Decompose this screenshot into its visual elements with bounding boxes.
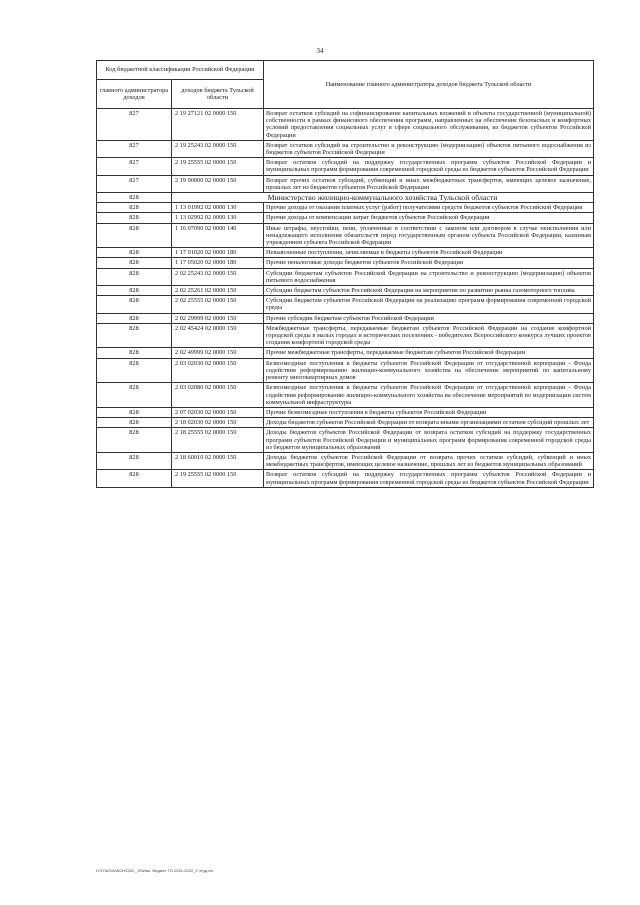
revenue-name-cell: Субсидии бюджетам субъектов Российской Федерации на реализацию программ формирования современной городской среды bbox=[264, 296, 594, 313]
admin-code-cell: 828 bbox=[97, 286, 172, 296]
table-row bbox=[97, 158, 594, 175]
table-row bbox=[97, 213, 594, 223]
revenue-name-cell: Прочие безвозмездные поступления в бюджеты субъектов Российской Федерации bbox=[264, 407, 594, 417]
revenue-code-cell: 2 19 25243 02 0000 150 bbox=[172, 140, 264, 157]
revenue-code-cell: 2 03 02080 02 0000 150 bbox=[172, 383, 264, 408]
admin-code-cell: 828 bbox=[97, 418, 172, 428]
table-row bbox=[97, 268, 594, 285]
table-row bbox=[97, 203, 594, 213]
admin-code-cell: 828 bbox=[97, 358, 172, 383]
admin-code-cell: 828 bbox=[97, 452, 172, 469]
revenue-name-cell: Субсидии бюджетам субъектов Российской Федерации на мероприятия по развитию рынка газомоторного топлива bbox=[264, 286, 594, 296]
revenue-name-cell: Прочие субсидии бюджетам субъектов Российской Федерации bbox=[264, 313, 594, 323]
admin-code-cell: 827 bbox=[97, 140, 172, 157]
admin-code-cell: 828 bbox=[97, 258, 172, 268]
table-body bbox=[97, 109, 594, 488]
revenue-code-cell: 1 13 02992 02 0000 130 bbox=[172, 213, 264, 223]
revenue-name-cell: Прочие доходы от оказания платных услуг (работ) получателями средств бюджетов субъектов Российской Федерации bbox=[264, 203, 594, 213]
admin-code-cell: 827 bbox=[97, 175, 172, 192]
admin-code-cell: 828 bbox=[97, 348, 172, 358]
admin-code-cell: 828 bbox=[97, 470, 172, 487]
revenue-code-cell: 2 02 45424 02 0000 150 bbox=[172, 323, 264, 348]
revenue-name-cell: Субсидии бюджетам субъектов Российской Федерации на строительство и реконструкцию (модернизацию) объектов питьевого водоснабжения bbox=[264, 268, 594, 285]
revenue-code-cell: 2 02 49999 02 0000 150 bbox=[172, 348, 264, 358]
revenue-code-cell: 2 18 02030 02 0000 150 bbox=[172, 418, 264, 428]
revenue-code-cell: 1 13 01992 02 0000 130 bbox=[172, 203, 264, 213]
table-row bbox=[97, 452, 594, 469]
revenue-code-cell: 2 19 25555 02 0000 150 bbox=[172, 470, 264, 487]
admin-code-cell: 828 bbox=[97, 223, 172, 248]
revenue-name-cell: Прочие межбюджетные трансферты, передаваемые бюджетам субъектов Российской Федерации bbox=[264, 348, 594, 358]
admin-code-cell: 828 bbox=[97, 428, 172, 453]
revenue-name-cell: Возврат остатков субсидий на строительство и реконструкцию (модернизацию) объектов питьевого водоснабжения из бюджетов субъектов Российской Федерации bbox=[264, 140, 594, 157]
admin-code-cell: 828 bbox=[97, 407, 172, 417]
revenue-name-cell: Возврат остатков субсидий на софинансирование капитальных вложений в объекты государственной (муниципальной) собственности в рамках финансового обеспечения программ, направленных на обеспечение безопасных и комфортных условий предоставления социальных услуг в сфере социального обслуживания, из бюджетов субъектов Российской Федерации bbox=[264, 109, 594, 141]
revenue-name-cell: Возврат остатков субсидий на поддержку государственных программ субъектов Российской Федерации и муниципальных программ формирования современной городской среды из бюджетов субъектов Российской Федерации bbox=[264, 158, 594, 175]
revenue-name-cell: Безвозмездные поступления в бюджеты субъектов Российской Федерации от государственной корпорации - Фонда содействия реформированию жилищно-коммунального хозяйства на обеспечение мероприятий по капитальному ремонту многоквартирных домов bbox=[264, 358, 594, 383]
admin-code-cell: 828 bbox=[97, 213, 172, 223]
table-row bbox=[97, 223, 594, 248]
revenue-code-cell: 2 02 25261 02 0000 150 bbox=[172, 286, 264, 296]
admin-code-cell: 828 bbox=[97, 383, 172, 408]
header-admin-code: главного администратора доходов bbox=[97, 80, 172, 109]
table-row bbox=[97, 313, 594, 323]
revenue-code-cell: 2 02 25555 02 0000 150 bbox=[172, 296, 264, 313]
header-revenue-code: доходов бюджета Тульской области bbox=[172, 80, 264, 109]
ministry-name-cell: Министерство жилищно-коммунального хозяйства Тульской области bbox=[172, 193, 594, 203]
table-row bbox=[97, 258, 594, 268]
table-row bbox=[97, 248, 594, 258]
table-row bbox=[97, 175, 594, 192]
revenue-code-cell: 2 02 25243 02 0000 150 bbox=[172, 268, 264, 285]
revenue-code-cell: 1 17 05020 02 0000 180 bbox=[172, 258, 264, 268]
revenue-name-cell: Возврат остатков субсидий на поддержку государственных программ субъектов Российской Федерации и муниципальных программ формирования современной городской среды из бюджетов субъектов Российской Федерации bbox=[264, 470, 594, 487]
revenue-name-cell: Невыясненные поступления, зачисляемые в бюджеты субъектов Российской Федерации bbox=[264, 248, 594, 258]
table-row bbox=[97, 286, 594, 296]
header-classification-code: Код бюджетной классификации Российской Федерации bbox=[97, 61, 264, 80]
table-row bbox=[97, 296, 594, 313]
admin-code-cell: 827 bbox=[97, 109, 172, 141]
revenue-code-cell: 2 19 27121 02 0000 150 bbox=[172, 109, 264, 141]
revenue-admin-table bbox=[96, 60, 594, 488]
revenue-code-cell: 2 03 02030 02 0000 150 bbox=[172, 358, 264, 383]
revenue-code-cell: 1 16 07090 02 0000 140 bbox=[172, 223, 264, 248]
revenue-code-cell: 2 18 60010 02 0000 150 bbox=[172, 452, 264, 469]
revenue-name-cell: Доходы бюджетов субъектов Российской Федерации от возврата иными организациями остатков субсидий прошлых лет bbox=[264, 418, 594, 428]
table-row bbox=[97, 407, 594, 417]
table-row bbox=[97, 383, 594, 408]
table-row bbox=[97, 418, 594, 428]
admin-code-cell: 828 bbox=[97, 313, 172, 323]
admin-code-cell: 828 bbox=[97, 248, 172, 258]
revenue-name-cell: Доходы бюджетов субъектов Российской Федерации от возврата прочих остатков субсидий, субвенций и иных межбюджетных трансфертов, имеющих целевое назначение, прошлых лет из бюджетов муниципальных образований bbox=[264, 452, 594, 469]
revenue-code-cell: 2 02 29999 02 0000 150 bbox=[172, 313, 264, 323]
admin-code-cell: 828 bbox=[97, 296, 172, 313]
page-number: 34 bbox=[316, 47, 324, 55]
table-row bbox=[97, 323, 594, 348]
revenue-name-cell: Прочие доходы от компенсации затрат бюджетов субъектов Российской Федерации bbox=[264, 213, 594, 223]
revenue-code-cell: 2 18 25555 02 0000 150 bbox=[172, 428, 264, 453]
ministry-row bbox=[97, 193, 594, 203]
table-row bbox=[97, 140, 594, 157]
revenue-code-cell: 1 17 01020 02 0000 180 bbox=[172, 248, 264, 258]
revenue-name-cell: Межбюджетные трансферты, передаваемые бюджетам субъектов Российской Федерации на создание комфортной городской среды в малых городах и исторических поселениях - победителях Всероссийского конкурса лучших проектов создания комфортной городской среды bbox=[264, 323, 594, 348]
revenue-name-cell: Прочие неналоговые доходы бюджетов субъектов Российской Федерации bbox=[264, 258, 594, 268]
admin-code-cell: 828 bbox=[97, 203, 172, 213]
table-row bbox=[97, 428, 594, 453]
admin-code-cell: 828 bbox=[97, 323, 172, 348]
header-administrator-name: Наименование главного администратора доходов бюджета Тульской области bbox=[264, 61, 594, 109]
admin-code-cell: 828 bbox=[97, 268, 172, 285]
header-row-1 bbox=[97, 61, 594, 80]
admin-code-cell: 827 bbox=[97, 158, 172, 175]
table-row bbox=[97, 358, 594, 383]
revenue-name-cell: Доходы бюджетов субъектов Российской Федерации от возврата остатков субсидий на поддержку государственных программ субъектов Российской Федерации и муниципальных программ формирования современной городской среды из бюджетов муниципальных образований bbox=[264, 428, 594, 453]
revenue-code-cell: 2 19 90000 02 0000 150 bbox=[172, 175, 264, 192]
revenue-name-cell: Иные штрафы, неустойки, пени, уплаченные в соответствии с законом или договором в случае неисполнения или ненадлежащего исполнения обязательств перед государственным органом субъекта Российской Федерации, казенным учреждением субъекта Российской Федерации bbox=[264, 223, 594, 248]
table-row bbox=[97, 470, 594, 487]
table-row bbox=[97, 109, 594, 141]
footer-file-path: D:\ГЛАЗ\ЗАКОН\ОАС_19\Изм. бюджет ТО 2021-2022_2 чтрд.xls bbox=[96, 868, 214, 873]
admin-code-cell: 828 bbox=[97, 193, 172, 203]
revenue-code-cell: 2 19 25555 02 0000 150 bbox=[172, 158, 264, 175]
revenue-code-cell: 2 07 02030 02 0000 150 bbox=[172, 407, 264, 417]
table-row bbox=[97, 348, 594, 358]
revenue-name-cell: Безвозмездные поступления в бюджеты субъектов Российской Федерации от государственной корпорации - Фонда содействия реформированию жилищно-коммунального хозяйства на обеспечение мероприятий по модернизации систем коммунальной инфраструктуры bbox=[264, 383, 594, 408]
revenue-name-cell: Возврат прочих остатков субсидий, субвенций и иных межбюджетных трансфертов, имеющих целевое назначение, прошлых лет из бюджетов субъектов Российской Федерации bbox=[264, 175, 594, 192]
